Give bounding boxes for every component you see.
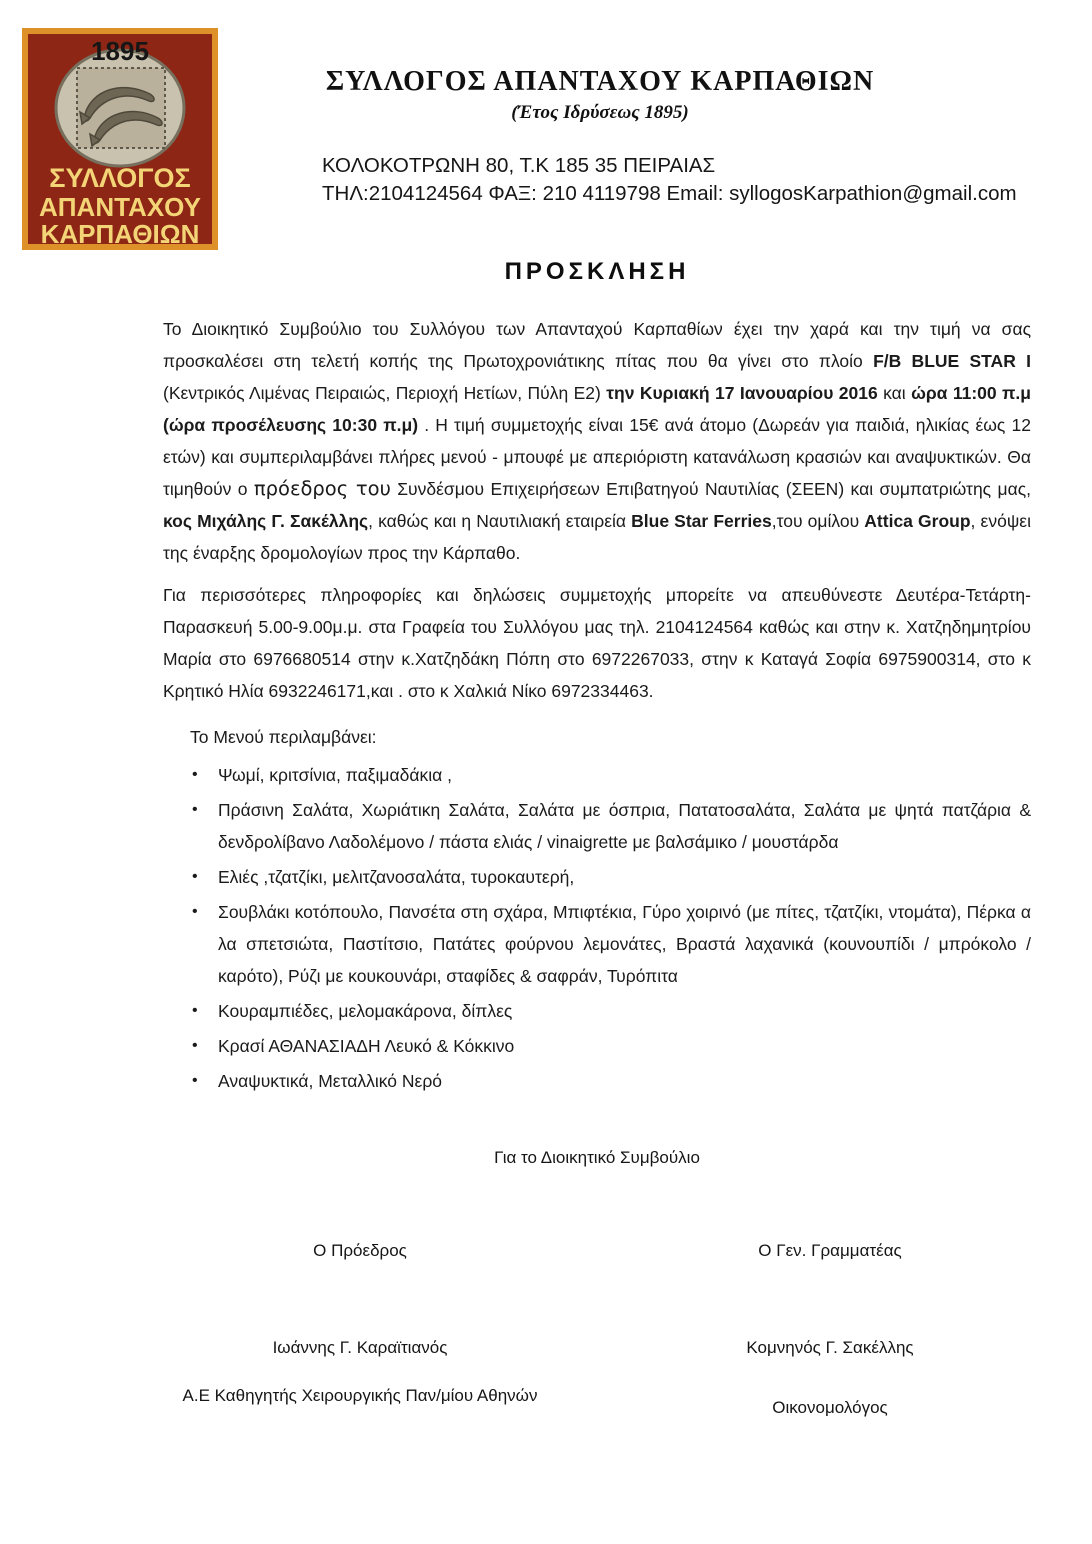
text-segment: Attica Group xyxy=(864,511,971,531)
bullet-icon: • xyxy=(192,903,198,920)
menu-item-text: Πράσινη Σαλάτα, Χωριάτικη Σαλάτα, Σαλάτα με όσπρια, Πατατοσαλάτα, Σαλάτα με ψητά πατζάρια & δενδρολίβανο Λαδολέμονο / πάστα ελιάς / vinaigrette με βαλσάμικο / μουστάρδα xyxy=(218,800,1031,852)
org-founded: (Έτος Ιδρύσεως 1895) xyxy=(511,102,689,123)
text-segment: Για περισσότερες πληροφορίες και δηλώσεις συμμετοχής μπορείτε να απευθύνεστε Δευτέρα-Τετάρτη-Παρασκευή 5.00-9.00μ.μ. στα Γραφεία του Συλλόγου μας τηλ. 2104124564 καθώς και στην κ. Χατζηδημητρίου Μαρία στο 6976680514 στην κ.Χατζηδάκη Πόπη στο 6972267033, στην κ Καταγά Σοφία 6975900314, στο κ Κρητικό Ηλία 6932246171,και . στο κ Χαλκιά Νίκο 6972334463. xyxy=(163,585,1031,701)
text-segment: Το Διοικητικό Συμβούλιο του Συλλόγου των Απανταχού Καρπαθίων έχει την χαρά και την τιμή να σας προσκαλέσει στη τελετή κοπής της Πρωτοχρονιάτικης πίτας που θα γίνει στο πλοίο xyxy=(163,319,1031,371)
secretary-name: Κομνηνός Γ. Σακέλλης xyxy=(746,1338,914,1357)
text-segment: πρόεδρος του xyxy=(253,477,391,500)
menu-item xyxy=(190,1030,1031,1062)
signature-roles-row xyxy=(0,1386,1092,1418)
menu-item-text: Ελιές ,τζατζίκι, μελιτζανοσαλάτα, τυροκαυτερή, xyxy=(218,867,575,887)
text-segment: Blue Star Ferries xyxy=(631,511,772,531)
org-address: ΚΟΛΟΚΟΤΡΩΝΗ 80, Τ.Κ 185 35 ΠΕΙΡΑΙΑΣ xyxy=(322,154,716,177)
menu-list xyxy=(163,759,1031,1097)
menu-item xyxy=(190,861,1031,893)
invitation-paragraph-1 xyxy=(163,313,1031,569)
menu-item-text: Σουβλάκι κοτόπουλο, Πανσέτα στη σχάρα, Μπιφτέκια, Γύρο χοιρινό (με πίτες, τζατζίκι, ντομάτα), Πέρκα α λα σπετσιώτα, Παστίτσιο, Πατάτες φούρνου λεμονάτες, Βραστά λαχανικά (κουνουπίδι / μπρόκολο / καρότο), Ρύζι με κουκουνάρι, σταφίδες & σαφράν, Τυρόπιτα xyxy=(218,902,1031,986)
bullet-icon: • xyxy=(192,1072,198,1089)
bullet-icon: • xyxy=(192,1002,198,1019)
invitation-body xyxy=(163,313,1031,1100)
menu-item-text: Κρασί ΑΘΑΝΑΣΙΑΔΗ Λευκό & Κόκκινο xyxy=(218,1036,515,1056)
signature-titles-row xyxy=(0,1241,1092,1261)
bullet-icon: • xyxy=(192,1037,198,1054)
text-segment: . Η τιμή συμμετοχής είναι 15€ ανά άτομο (Δωρεάν για παιδιά, ηλικίας έως 12 ετών) και συμπεριλαμβάνει πλήρες μενού - μπουφέ με απεριόριστη κατανάλωση κρασιών και αναψυκτικών. Θα τιμηθούν ο xyxy=(163,415,1031,499)
association-logo xyxy=(22,28,218,250)
invitation-heading: ΠΡΟΣΚΛΗΣΗ xyxy=(504,258,690,285)
text-segment: , ενόψει της έναρξης δρομολογίων προς την Κάρπαθο. xyxy=(163,511,1031,563)
bullet-icon: • xyxy=(192,766,198,783)
bullet-icon: • xyxy=(192,868,198,885)
logo-text-line2: ΑΠΑΝΤΑΧΟΥ xyxy=(38,192,202,222)
signature-names-row xyxy=(0,1338,1092,1358)
text-segment: και xyxy=(877,383,912,403)
president-role: Α.Ε Καθηγητής Χειρουργικής Παν/μίου Αθηνών xyxy=(182,1386,538,1405)
menu-item xyxy=(190,794,1031,858)
logo-year: 1895 xyxy=(91,36,149,66)
menu-item-text: Κουραμπιέδες, μελομακάρονα, δίπλες xyxy=(218,1001,513,1021)
president-title: Ο Πρόεδρος xyxy=(313,1241,407,1260)
menu-intro: Το Μενού περιλαμβάνει: xyxy=(190,727,377,747)
org-contact: ΤΗΛ:2104124564 ΦΑΞ: 210 4119798 Email: syllogosKarpathion@gmail.com xyxy=(322,182,1017,205)
invitation-paragraph-2 xyxy=(163,579,1031,707)
president-name: Ιωάννης Γ. Καραϊτιανός xyxy=(272,1338,448,1357)
menu-item-text: Αναψυκτικά, Μεταλλικό Νερό xyxy=(218,1071,443,1091)
logo-graphic xyxy=(22,28,218,250)
text-segment: F/B BLUE STAR I xyxy=(873,351,1031,371)
org-address-block xyxy=(322,152,1017,208)
logo-text-line1: ΣΥΛΛΟΓΟΣ xyxy=(49,163,191,193)
text-segment: (Κεντρικός Λιμένας Πειραιώς, Περιοχή Ηετίων, Πύλη Ε2) xyxy=(163,383,607,403)
text-segment: κος Μιχάλης Γ. Σακέλλης xyxy=(163,511,369,531)
on-behalf-line: Για το Διοικητικό Συμβούλιο xyxy=(494,1148,700,1167)
secretary-title: Ο Γεν. Γραμματέας xyxy=(758,1241,902,1260)
text-segment: την Κυριακή 17 Ιανουαρίου 2016 xyxy=(606,383,878,403)
menu-item-text: Ψωμί, κριτσίνια, παξιμαδάκια , xyxy=(218,765,452,785)
text-segment: ,του ομίλου xyxy=(771,511,865,531)
text-segment: , καθώς και η Ναυτιλιακή εταιρεία xyxy=(368,511,632,531)
menu-item xyxy=(190,759,1031,791)
menu-item xyxy=(190,995,1031,1027)
text-segment: ώρα 11:00 π.μ (ώρα προσέλευσης 10:30 π.μ) xyxy=(163,383,1031,435)
menu-item xyxy=(190,1065,1031,1097)
logo-text-line3: ΚΑΡΠΑΘΙΩΝ xyxy=(40,219,200,249)
secretary-role: Οικονομολόγος xyxy=(772,1398,888,1417)
org-name: ΣΥΛΛΟΓΟΣ ΑΠΑΝΤΑΧΟΥ ΚΑΡΠΑΘΙΩΝ xyxy=(325,66,875,97)
menu-item xyxy=(190,896,1031,992)
text-segment: Συνδέσμου Επιχειρήσεων Επιβατηγού Ναυτιλίας (ΣΕΕΝ) και συμπατριώτης μας, xyxy=(390,479,1031,499)
bullet-icon: • xyxy=(192,801,198,818)
